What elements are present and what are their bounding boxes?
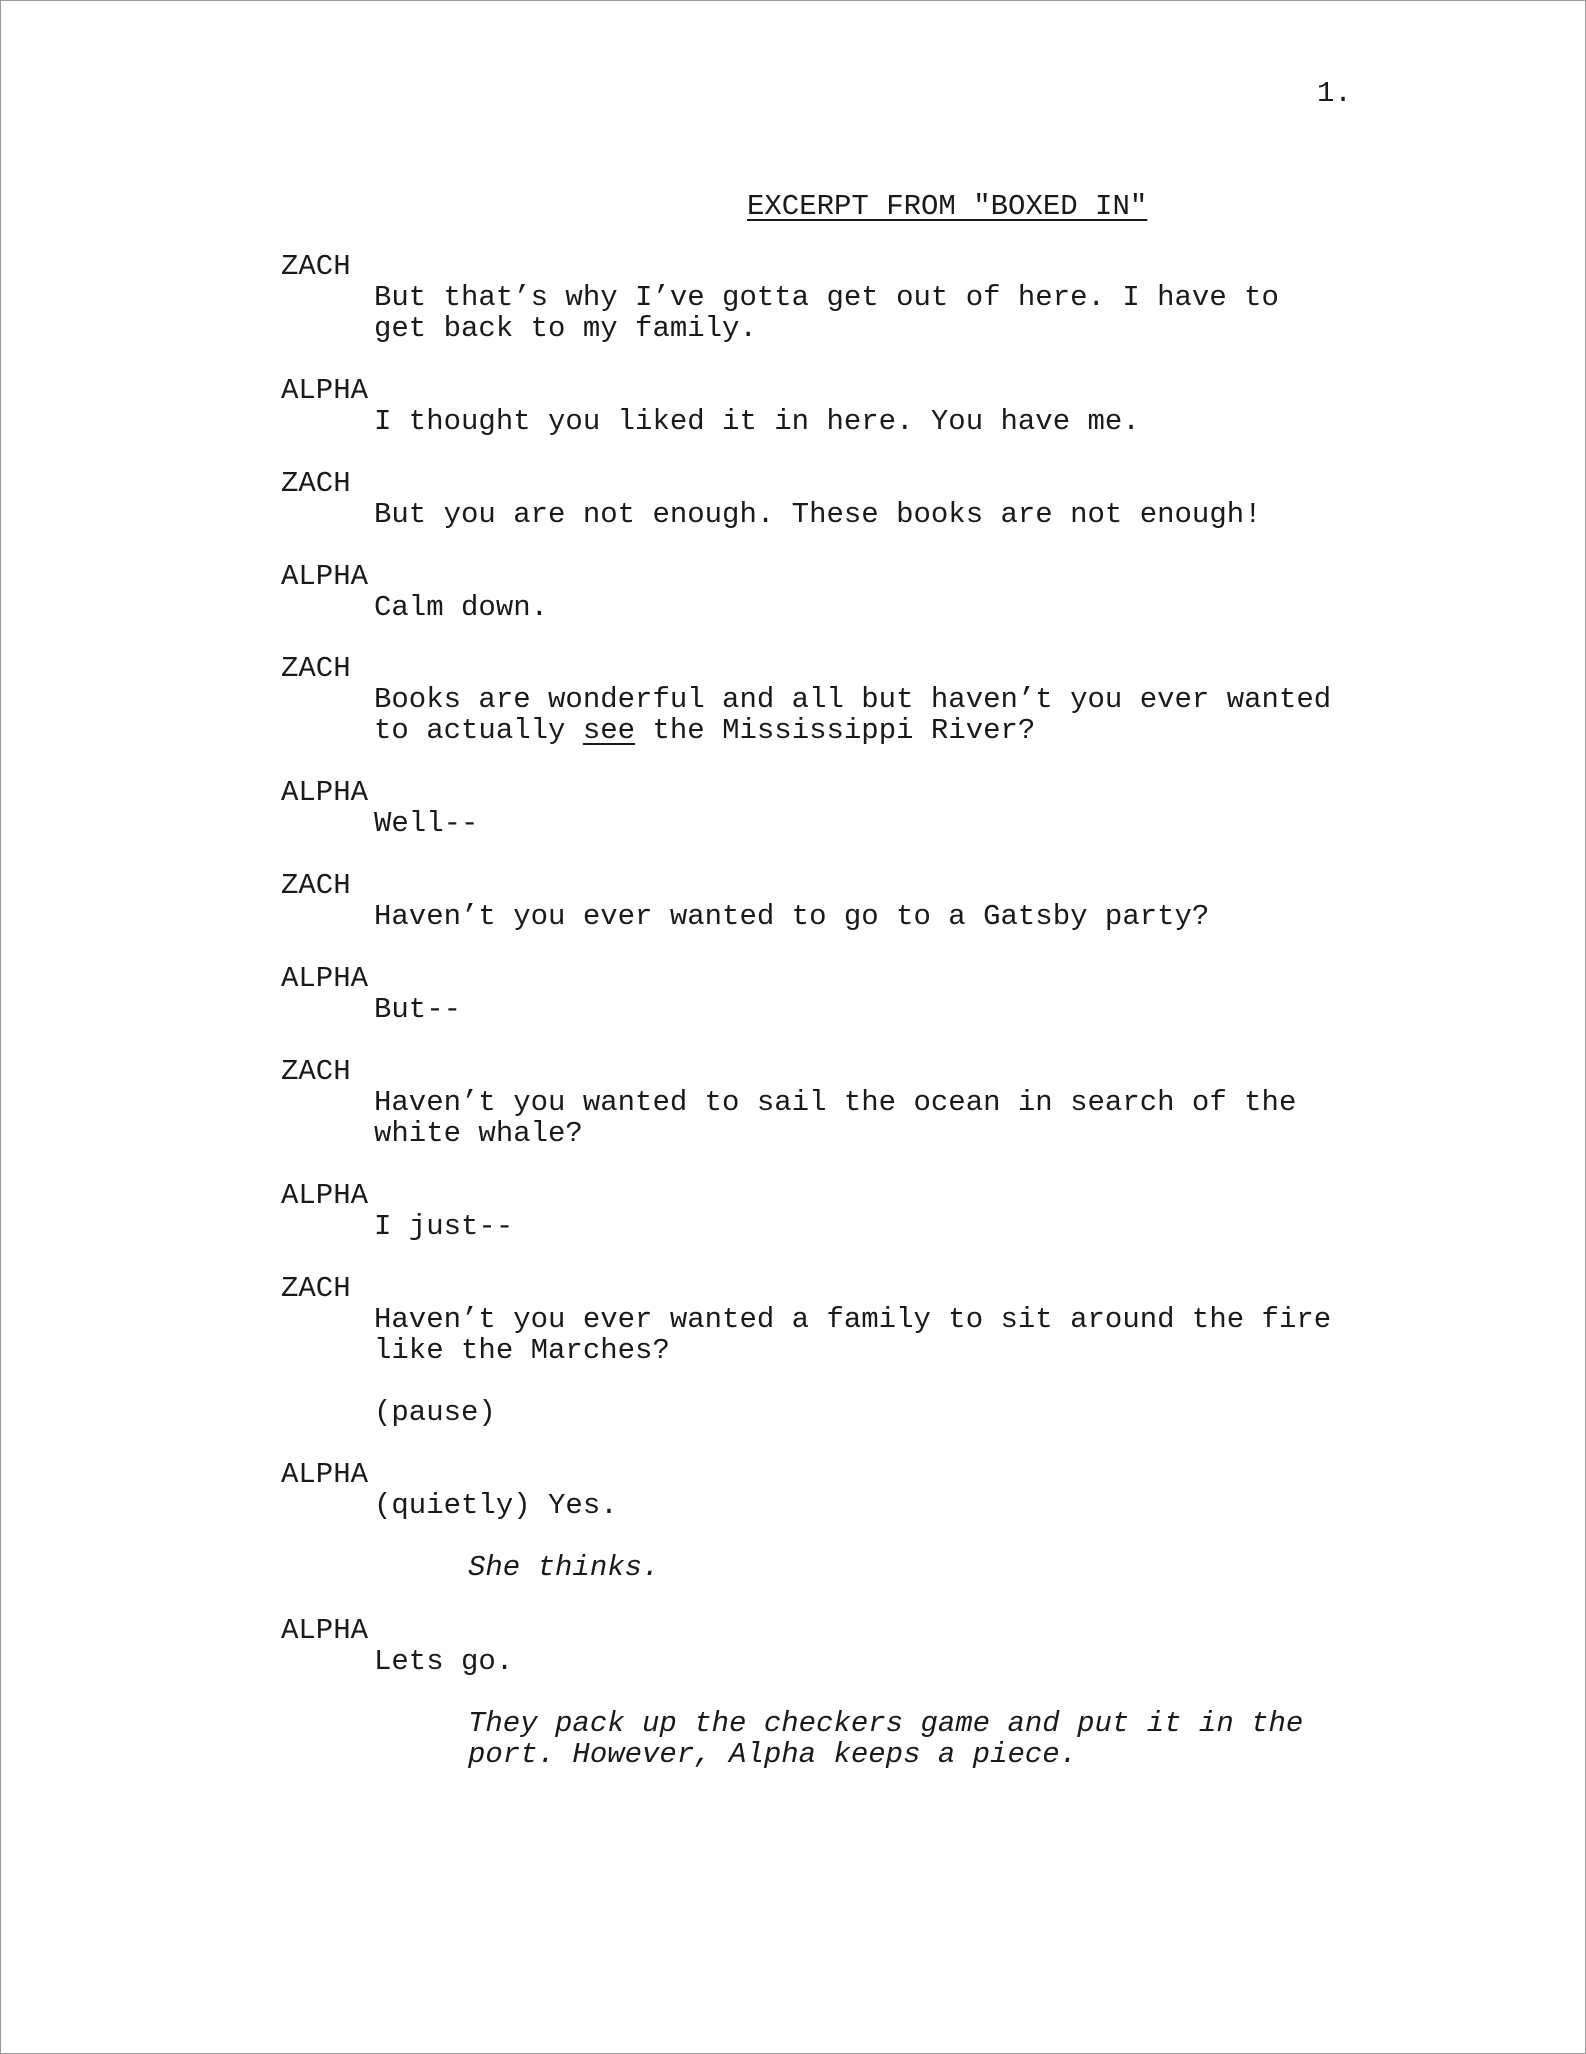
character-cue-zach: ZACH — [281, 467, 351, 500]
action-line: port. However, Alpha keeps a piece. — [468, 1738, 1078, 1771]
character-cue-zach: ZACH — [281, 1055, 351, 1088]
character-cue-alpha: ALPHA — [281, 1458, 369, 1491]
dialogue-line: Haven’t you ever wanted to go to a Gatsby party? — [374, 900, 1210, 933]
dialogue-line: Lets go. — [374, 1645, 514, 1678]
dialogue-line: Well-- — [374, 807, 479, 840]
dialogue-line: white whale? — [374, 1117, 583, 1150]
action-line: They pack up the checkers game and put it in the — [468, 1707, 1304, 1740]
dialogue-line: Haven’t you ever wanted a family to sit around the fire — [374, 1303, 1332, 1336]
character-cue-alpha: ALPHA — [281, 962, 369, 995]
dialogue-line: But you are not enough. These books are not enough! — [374, 498, 1262, 531]
dialogue-line: (quietly) Yes. — [374, 1489, 618, 1522]
character-cue-alpha: ALPHA — [281, 776, 369, 809]
dialogue-line: Haven’t you wanted to sail the ocean in search of the — [374, 1086, 1297, 1119]
character-cue-alpha: ALPHA — [281, 1179, 369, 1212]
character-cue-alpha: ALPHA — [281, 374, 369, 407]
dialogue-line: like the Marches? — [374, 1334, 670, 1367]
character-cue-alpha: ALPHA — [281, 560, 369, 593]
dialogue-line — [374, 715, 1035, 746]
dialogue-line: get back to my family. — [374, 312, 757, 345]
character-cue-zach: ZACH — [281, 1272, 351, 1305]
underlined-emphasis: see — [582, 714, 636, 747]
parenthetical: (pause) — [374, 1396, 496, 1429]
dialogue-line: Calm down. — [374, 591, 549, 624]
dialogue-line: I just-- — [374, 1210, 514, 1243]
character-cue-zach: ZACH — [281, 250, 351, 283]
character-cue-zach: ZACH — [281, 652, 351, 685]
action-line: She thinks. — [468, 1551, 660, 1584]
dialogue-text: to actually — [374, 714, 583, 747]
dialogue-line: Books are wonderful and all but haven’t you ever wanted — [374, 683, 1332, 716]
dialogue-line: But that’s why I’ve gotta get out of here. I have to — [374, 281, 1279, 314]
dialogue-line: But-- — [374, 993, 462, 1026]
page-title: EXCERPT FROM "BOXED IN" — [747, 190, 1148, 223]
dialogue-line: I thought you liked it in here. You have me. — [374, 405, 1140, 438]
character-cue-zach: ZACH — [281, 869, 351, 902]
dialogue-text: the Mississippi River? — [635, 714, 1036, 747]
page-number: 1. — [1317, 77, 1352, 110]
character-cue-alpha: ALPHA — [281, 1614, 369, 1647]
